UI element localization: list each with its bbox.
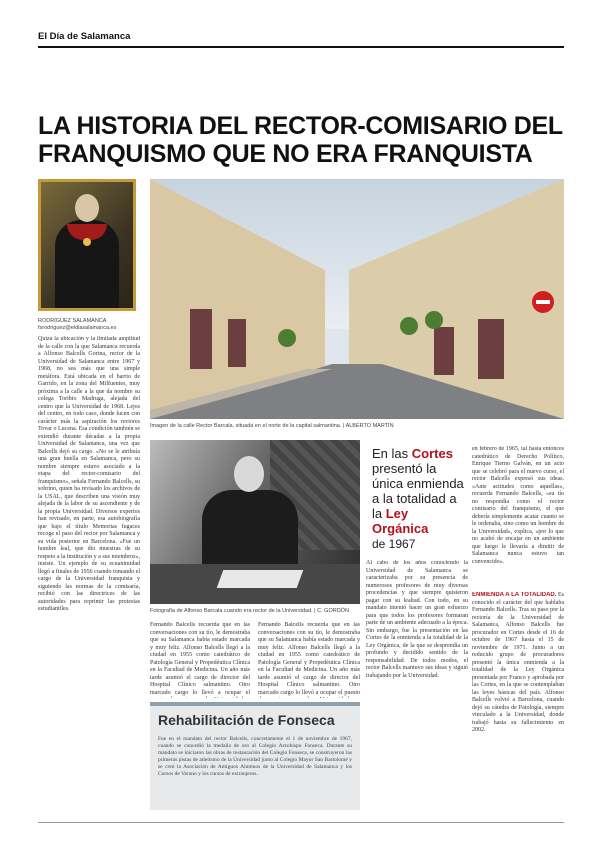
article-column-2: Fernando Balcells recuerda que en las conversaciones con su tío, le demostraba que su Salamanca había estado marcada y muy feliz. Alfonso Balcells llegó a la ciudad en 1955 como catedrático de Patología General y Propedéutica Clínica en la Facultad de Medicina. Un año más tarde asumió el cargo de director del Hospital Clínico salmantino. Otro marcado cargo lo llevó a ocupar el	[150, 622, 250, 696]
article-headline: LA HISTORIA DEL RECTOR-COMISARIO DEL FRANQUISMO QUE NO ERA FRANQUISTA	[38, 112, 563, 168]
byline	[38, 318, 148, 332]
rector-bw-photo	[150, 440, 360, 604]
article-column-1: Quizá la ubicación y la limitada amplitud de la calle con la que Salamanca recuerda a Alfonso Balcells Gorina, rector de la Universidad de Salamanca entre 1967 y 1968, no sea más que una simple metáfora. Está ubicada en el barrio de Garrido, en la zona del Milfuentes, muy próxima a la calle a la que da nombre su colega Toribio Madruga, alejada del centro que la Universidad de 1968. Lejos del centro, en todo caso, donde lucen con carácter más la aspiración los rectores Tovar o Lucena. Esa condición también se extendió durante décadas a la propia Universidad de Salamanca, una vez que Balcells dejó su cargo. «No se le atribuía una gran huella en Salamanca, pero su nombre siempre estuvo asociado a la etapa del rector-comisario del franquismo», señala Fernando Balcells, su sobrino, quien ha revisado los archivos de la USAL, que describen una visión muy alejada de la labor de su ascendiente y de la propia Universidad. Diversos expertos han revisado, en parte, esa autobiografía que bajo el título Memorias fugaces recoge el paso del rector por Salamanca y su vida posterior en Barcelona. «Fue un hombre leal, que dio muestras de su respeto a la institución y a sus miembros», insiste. Un ejemplo de su ecuanimidad llegó a finales de 1956 cuando tomando el cargo de la Universidad franquista y siguiendo las normas de la comisaría, recibió con las directrices de las autoridades para reprimir las protestas estudiantiles.	[38, 336, 140, 612]
article-column-4: en febrero de 1965, tal hasta entonces catedrático de Derecho Político, Enrique Tierno Galván, en un acto que se celebró para el nuevo curso, el rector Balcells expresó sus ideas. «Ante actitudes como aquellas», recuerda Fernando Balcells, «su tío no respondía como el rector comisario del franquismo, el que debería simplemente acatar cuanto se le ordenaba, sino como un hombre de la Universidad», explica, «por lo que no acabó de encajar en un ambiente que luego le llevaría a dimitir de Salamanca nunca estuvo tan convencido».	[472, 446, 564, 565]
bw-photo-caption: Fotografía de Alfonso Barcala cuando era rector de la Universidad. | C. GORDÓN	[150, 608, 349, 614]
no-entry-sign-icon	[532, 291, 554, 313]
fonseca-sidebar-box	[150, 702, 360, 810]
article-column-5: ENMIENDA A LA TOTALIDAD. Es conocido el carácter del que hablaba Fernando Balcells. Tras su paso por la rectoría de la Universidad de Salamanca, Alfonso Balcells fue procurador en Cortes desde el 16 de octubre de 1967 hasta el 15 de noviembre de 1971. Junto a un reducido grupo de procuradores presentó la única enmienda a la totalidad de la Ley Orgánica presentada por Franco y aprobada por las Cortes, en la que se contemplaban las leyes básicas del país. Alfonso Balcells volvió a Barcelona, cuando dejó su cátedra de Patología, siempre vinculado a la Universidad, donde trabajó hasta su fallecimiento en 2002.	[472, 592, 564, 733]
article-column-3: Al cabo de los años conociendo la Universidad de Salamanca se caracterizaba por su presencia de numerosos profesores de muy diversas procedencias y que siempre quisieron pagar con su lealtad. Con todo, en su mandato intentó hacer un gran esfuerzo para que todos los profesores formaran parte de un ambiente adecuado a la época. Sin embargo, fue la presentación en las Cortes de la enmienda a la totalidad de la Ley Orgánica, de la que se desprendía un profundo y decidido sentido de la responsabilidad. De todos modos, el rector Balcells mantuvo sus ideas y siguió trabajando por la Universidad.	[366, 560, 468, 679]
street-photo-caption: Imagen de la calle Rector Barcala, situada en el norte de la capital salmantina. | ALBERTO MARTÍN	[150, 423, 394, 429]
fonseca-body: Fue en el mandato del rector Balcells, concretamente el 1 de noviembre de 1967, cuando se concedió la medalla de oro al Colegio Arzobispo Fonseca. Durante su mandato se iniciaron las obras de restauración del Colegio Fonseca, se construyeron las primeras pistas de atletismo de la Universidad junto al Colegio Mayor San Bartolomé y se creó la Asociación de Antiguos Alumnos de la Universidad de Salamanca y los Cursos de Verano y los cursos de extranjeros.	[158, 736, 352, 777]
byline-author: RODRÍGUEZ SALAMANCA	[38, 318, 107, 324]
subheading-enmienda: ENMIENDA A LA TOTALIDAD.	[472, 592, 557, 598]
top-rule	[38, 46, 564, 48]
byline-email: fsrodriguez@eldiasalamanca.es	[38, 325, 117, 331]
pull-quote: En las Cortes presentó la única enmienda a la totalidad a la Ley Orgánica de 1967	[372, 446, 464, 551]
bottom-rule	[38, 822, 564, 823]
fonseca-title: Rehabilitación de Fonseca	[158, 712, 335, 728]
street-photo	[150, 179, 564, 419]
section-label: El Día de Salamanca	[38, 31, 131, 42]
article-column-2b: Fernando Balcells recuerda que en las conversaciones con su tío, le demostraba que su Salamanca había estado marcada y muy feliz. Alfonso Balcells llegó a la ciudad en 1955 como catedrático de Patología General y Propedéutica Clínica en la Facultad de Medicina. Un año más tarde asumió el cargo de director del Hospital Clínico salmantino. Otro marcado cargo lo llevó a ocupar el puesto	[258, 622, 360, 696]
pull-quote-highlight-cortes: Cortes	[411, 446, 453, 461]
rector-portrait-image	[38, 179, 136, 311]
pull-quote-highlight-ley: Ley Orgánica	[372, 506, 429, 536]
